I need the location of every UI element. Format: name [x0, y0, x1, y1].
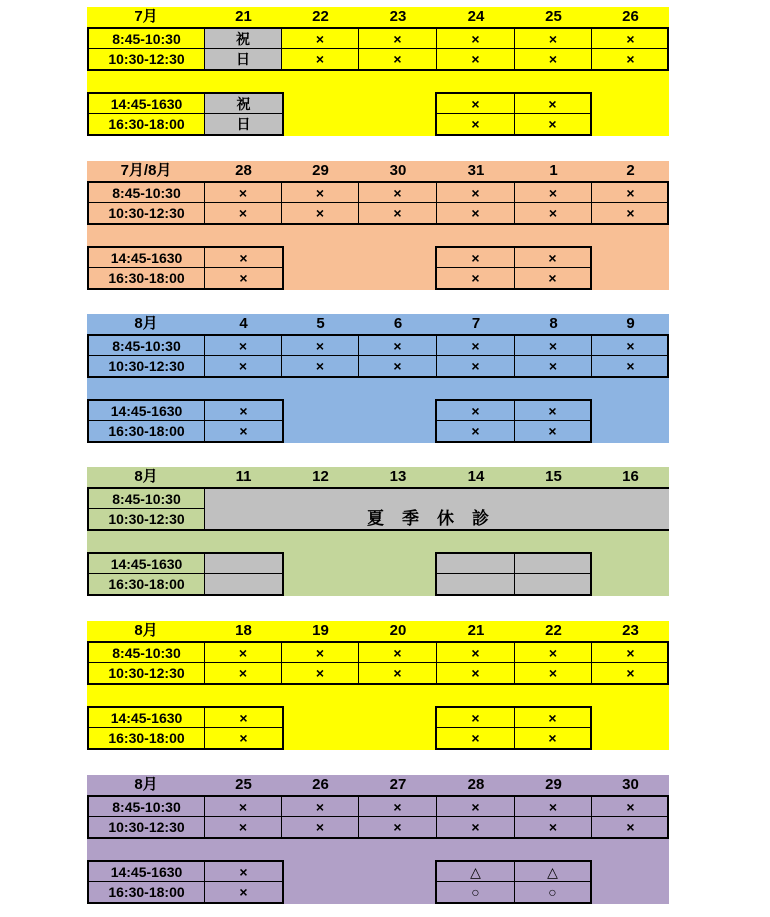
day-number: 24: [467, 8, 485, 25]
day-number: 30: [389, 162, 407, 179]
time-slot-label: 16:30-18:00: [89, 268, 205, 288]
afternoon-grid-left: [87, 246, 284, 290]
slot-cell: ×: [592, 29, 669, 49]
day-number: 1: [549, 162, 558, 179]
slot-cell: ×: [205, 183, 282, 203]
slot-cell: ×: [205, 708, 282, 728]
day-number: 21: [467, 622, 485, 639]
slot-cell: ×: [515, 356, 592, 376]
slot-cell: [515, 554, 590, 574]
slot-cell: ×: [515, 183, 592, 203]
time-slot-label: 16:30-18:00: [89, 114, 205, 134]
week-block-3: [87, 314, 669, 443]
slot-cell: ○: [437, 882, 515, 902]
slot-cell: ×: [239, 730, 248, 746]
week-header: [87, 621, 669, 641]
morning-grid: [87, 795, 669, 839]
slot-cell: ×: [437, 114, 515, 134]
day-number: 25: [235, 776, 252, 793]
week-block-6: [87, 775, 669, 904]
slot-cell: ×: [515, 797, 592, 817]
slot-cell: ×: [515, 49, 592, 69]
month-label: 7月/8月: [120, 162, 172, 179]
slot-cell: ×: [437, 421, 515, 441]
time-slot-label: 14:45-1630: [89, 862, 205, 882]
slot-cell: ×: [205, 401, 282, 421]
time-slot-label: 8:45-10:30: [89, 336, 205, 356]
week-header: [87, 314, 669, 334]
slot-cell: ×: [359, 643, 437, 663]
slot-cell: ×: [626, 819, 635, 835]
slot-cell: ×: [282, 663, 359, 683]
slot-cell: ×: [437, 797, 515, 817]
slot-cell: ×: [437, 401, 515, 421]
month-label: 8月: [134, 622, 158, 639]
slot-cell: ×: [548, 730, 557, 746]
day-number: 31: [467, 162, 485, 179]
day-number: 27: [389, 776, 407, 793]
morning-grid: [87, 27, 669, 71]
slot-cell: ×: [437, 268, 515, 288]
slot-cell: ×: [359, 797, 437, 817]
afternoon-grid-left: [87, 860, 284, 904]
slot-cell: ×: [592, 336, 669, 356]
day-number: 20: [389, 622, 407, 639]
slot-cell: ×: [239, 270, 248, 286]
time-slot-label: 10:30-12:30: [89, 817, 205, 837]
slot-cell: ×: [515, 29, 592, 49]
slot-cell: ×: [626, 665, 635, 681]
slot-cell: ×: [205, 797, 282, 817]
day-number: 25: [545, 8, 562, 25]
slot-cell: [437, 554, 515, 574]
afternoon-grid-left: [87, 399, 284, 443]
slot-cell: ×: [359, 817, 437, 837]
time-slot-label: 16:30-18:00: [89, 728, 205, 748]
slot-cell: △: [437, 862, 515, 882]
slot-cell: ×: [437, 336, 515, 356]
slot-cell: ×: [359, 183, 437, 203]
time-slot-label: 14:45-1630: [89, 94, 205, 114]
week-block-2: [87, 161, 669, 290]
slot-cell: ×: [626, 205, 635, 221]
slot-cell: ×: [592, 183, 669, 203]
slot-cell: ×: [359, 203, 437, 223]
slot-cell: ×: [515, 203, 592, 223]
slot-cell: ×: [515, 248, 590, 268]
slot-cell: ×: [437, 248, 515, 268]
day-number: 29: [545, 776, 562, 793]
day-number: 12: [312, 468, 329, 485]
month-label: 8月: [134, 776, 158, 793]
month-label: 8月: [134, 468, 158, 485]
slot-cell: ×: [437, 356, 515, 376]
time-slot-label: 10:30-12:30: [89, 49, 205, 69]
day-number: 11: [235, 468, 252, 485]
slot-cell: ×: [359, 356, 437, 376]
slot-cell: ×: [282, 797, 359, 817]
slot-cell: ×: [626, 51, 635, 67]
day-number: 28: [235, 162, 252, 179]
slot-cell: 日: [205, 114, 282, 134]
month-label: 7月: [134, 8, 158, 25]
slot-cell: ×: [282, 336, 359, 356]
slot-cell: ×: [437, 728, 515, 748]
slot-cell: ×: [205, 336, 282, 356]
day-number: 18: [235, 622, 252, 639]
slot-cell: ×: [515, 663, 592, 683]
slot-cell: ×: [437, 708, 515, 728]
day-number: 15: [545, 468, 562, 485]
slot-cell: [205, 554, 282, 574]
slot-cell: ×: [548, 423, 557, 439]
slot-cell: ×: [437, 203, 515, 223]
day-number: 4: [239, 315, 248, 332]
slot-cell: ×: [359, 29, 437, 49]
time-slot-label: 16:30-18:00: [89, 421, 205, 441]
slot-cell: ×: [205, 248, 282, 268]
morning-grid: [87, 641, 669, 685]
slot-cell: ×: [515, 94, 590, 114]
time-slot-label: 14:45-1630: [89, 248, 205, 268]
summer-closure-area: [205, 489, 669, 529]
slot-cell: ×: [282, 817, 359, 837]
time-slot-label: 8:45-10:30: [89, 29, 205, 49]
day-number: 6: [393, 315, 403, 332]
slot-cell: ×: [437, 817, 515, 837]
slot-cell: ×: [359, 49, 437, 69]
slot-cell: ×: [205, 203, 282, 223]
time-slot-label: 10:30-12:30: [89, 509, 205, 529]
day-number: 22: [312, 8, 329, 25]
slot-cell: [205, 574, 282, 594]
day-number: 26: [622, 8, 639, 25]
day-number: 22: [545, 622, 562, 639]
time-slot-label: 14:45-1630: [89, 554, 205, 574]
week-block-1: [87, 7, 669, 136]
day-number: 13: [389, 468, 407, 485]
time-slot-label: 8:45-10:30: [89, 183, 205, 203]
time-slot-label: 14:45-1630: [89, 708, 205, 728]
week-header: [87, 161, 669, 181]
time-slot-label: 10:30-12:30: [89, 203, 205, 223]
afternoon-grid-right: [435, 246, 592, 290]
slot-cell: ×: [548, 116, 557, 132]
time-slot-label: 14:45-1630: [89, 401, 205, 421]
morning-grid: [87, 487, 669, 531]
slot-cell: ×: [359, 336, 437, 356]
slot-cell: ○: [548, 884, 557, 900]
week-block-4: [87, 467, 669, 596]
slot-cell: ×: [515, 817, 592, 837]
week-header: [87, 775, 669, 795]
day-number: 16: [622, 468, 639, 485]
time-slot-label: 16:30-18:00: [89, 882, 205, 902]
slot-cell: 祝: [205, 29, 282, 49]
slot-cell: 日: [205, 49, 282, 69]
slot-cell: ×: [359, 663, 437, 683]
slot-cell: ×: [437, 94, 515, 114]
day-number: 9: [626, 315, 635, 332]
slot-cell: ×: [515, 708, 590, 728]
month-label: 8月: [134, 315, 158, 332]
slot-cell: ×: [437, 663, 515, 683]
slot-cell: [515, 574, 590, 594]
slot-cell: ×: [239, 884, 248, 900]
day-number: 19: [312, 622, 329, 639]
slot-cell: ×: [282, 643, 359, 663]
slot-cell: ×: [205, 663, 282, 683]
slot-cell: ×: [437, 643, 515, 663]
slot-cell: ×: [282, 356, 359, 376]
slot-cell: ×: [437, 183, 515, 203]
slot-cell: ×: [515, 643, 592, 663]
day-number: 30: [622, 776, 639, 793]
day-number: 2: [626, 162, 635, 179]
morning-grid: [87, 334, 669, 378]
afternoon-grid-left: [87, 92, 284, 136]
slot-cell: ×: [548, 270, 557, 286]
afternoon-grid-right: [435, 860, 592, 904]
slot-cell: [437, 574, 515, 594]
slot-cell: ×: [205, 862, 282, 882]
day-number: 14: [467, 468, 485, 485]
day-number: 8: [549, 315, 558, 332]
time-slot-label: 10:30-12:30: [89, 663, 205, 683]
day-number: 28: [467, 776, 485, 793]
slot-cell: ×: [626, 358, 635, 374]
slot-cell: ×: [437, 49, 515, 69]
afternoon-grid-left: [87, 552, 284, 596]
summer-closure-text: 夏季休診: [367, 509, 507, 528]
afternoon-grid-right: [435, 552, 592, 596]
afternoon-grid-left: [87, 706, 284, 750]
slot-cell: ×: [205, 643, 282, 663]
slot-cell: ×: [239, 423, 248, 439]
week-header: [87, 467, 669, 487]
day-number: 21: [235, 8, 252, 25]
slot-cell: ×: [205, 817, 282, 837]
slot-cell: △: [515, 862, 590, 882]
week-block-5: [87, 621, 669, 750]
slot-cell: ×: [282, 49, 359, 69]
day-number: 29: [312, 162, 329, 179]
morning-grid: [87, 181, 669, 225]
slot-cell: ×: [282, 183, 359, 203]
day-number: 7: [471, 315, 481, 332]
afternoon-grid-right: [435, 399, 592, 443]
slot-cell: ×: [437, 29, 515, 49]
day-number: 23: [389, 8, 407, 25]
slot-cell: ×: [515, 401, 590, 421]
time-slot-label: 8:45-10:30: [89, 643, 205, 663]
afternoon-grid-right: [435, 92, 592, 136]
time-slot-label: 8:45-10:30: [89, 489, 205, 509]
day-number: 5: [316, 315, 325, 332]
slot-cell: ×: [592, 797, 669, 817]
slot-cell: ×: [282, 203, 359, 223]
afternoon-grid-right: [435, 706, 592, 750]
slot-cell: 祝: [205, 94, 282, 114]
slot-cell: ×: [205, 356, 282, 376]
time-slot-label: 10:30-12:30: [89, 356, 205, 376]
day-number: 23: [622, 622, 639, 639]
day-number: 26: [312, 776, 329, 793]
time-slot-label: 8:45-10:30: [89, 797, 205, 817]
slot-cell: ×: [515, 336, 592, 356]
week-header: [87, 7, 669, 27]
time-slot-label: 16:30-18:00: [89, 574, 205, 594]
slot-cell: ×: [282, 29, 359, 49]
slot-cell: ×: [592, 643, 669, 663]
